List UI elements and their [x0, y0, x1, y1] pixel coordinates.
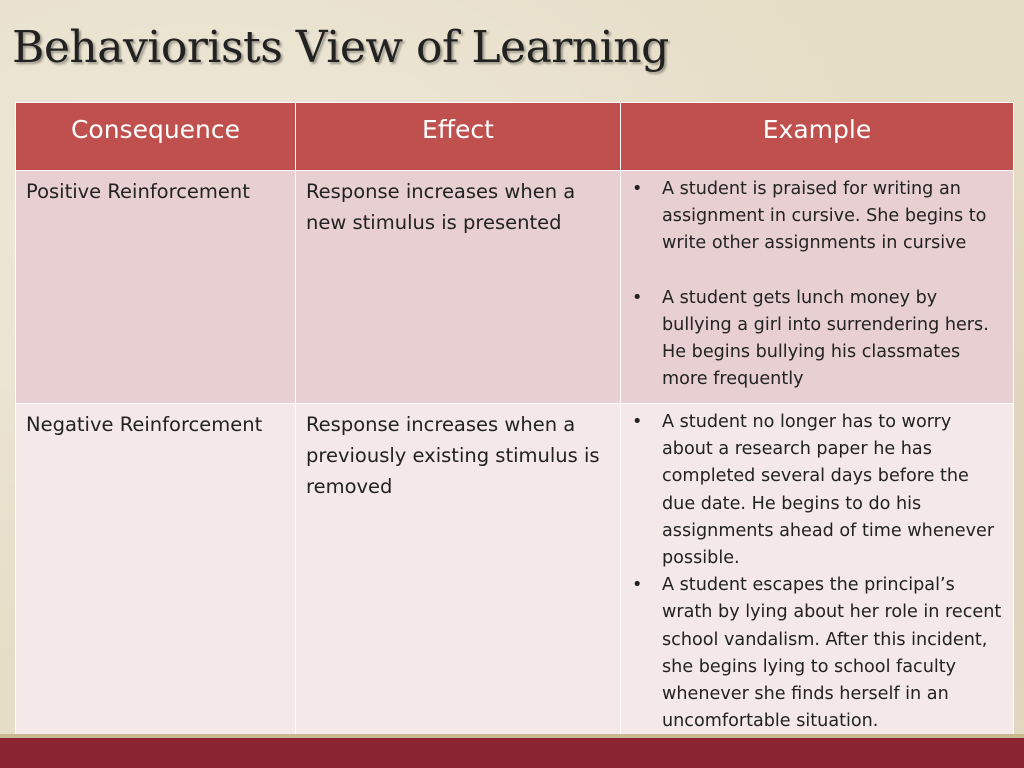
- consequence-cell: Negative Reinforcement: [16, 404, 296, 741]
- example-list: [627, 176, 1003, 393]
- example-item: [627, 572, 1003, 735]
- example-text: A student escapes the principal’s wrath by lying about her role in recent school vandalism. After this incident, she begins lying to school faculty whenever she finds herself in an uncomfortable situation.: [662, 575, 1002, 732]
- example-cell: [621, 404, 1014, 741]
- header-consequence: Consequence: [16, 103, 296, 171]
- effect-cell: Response increases when a new stimulus is presented: [296, 171, 621, 404]
- reinforcement-table: [15, 102, 1014, 741]
- example-list: [627, 409, 1003, 735]
- example-cell: [621, 171, 1014, 404]
- effect-cell: Response increases when a previously existing stimulus is removed: [296, 404, 621, 741]
- table-header-row: [16, 103, 1014, 171]
- table-row: [16, 171, 1014, 404]
- example-item: [627, 176, 1003, 258]
- header-example: Example: [621, 103, 1014, 171]
- bottom-band: [0, 738, 1024, 768]
- consequence-cell: Positive Reinforcement: [16, 171, 296, 404]
- example-item: [627, 409, 1003, 572]
- table-row: [16, 404, 1014, 741]
- example-text: A student no longer has to worry about a research paper he has completed several days before the due date. He begins to do his assignments ahead of time whenever possible.: [662, 412, 995, 569]
- example-item: [627, 285, 1003, 394]
- bullet-icon: •: [632, 412, 643, 432]
- bullet-icon: •: [632, 179, 643, 199]
- slide-title: Behaviorists View of Learning: [12, 22, 669, 73]
- example-text: A student gets lunch money by bullying a girl into surrendering hers. He begins bullying his classmates more frequently: [662, 287, 989, 390]
- example-text: A student is praised for writing an assignment in cursive. She begins to write other assignments in cursive: [662, 179, 987, 254]
- bullet-icon: •: [632, 575, 643, 596]
- header-effect: Effect: [296, 103, 621, 171]
- bullet-icon: •: [632, 287, 643, 308]
